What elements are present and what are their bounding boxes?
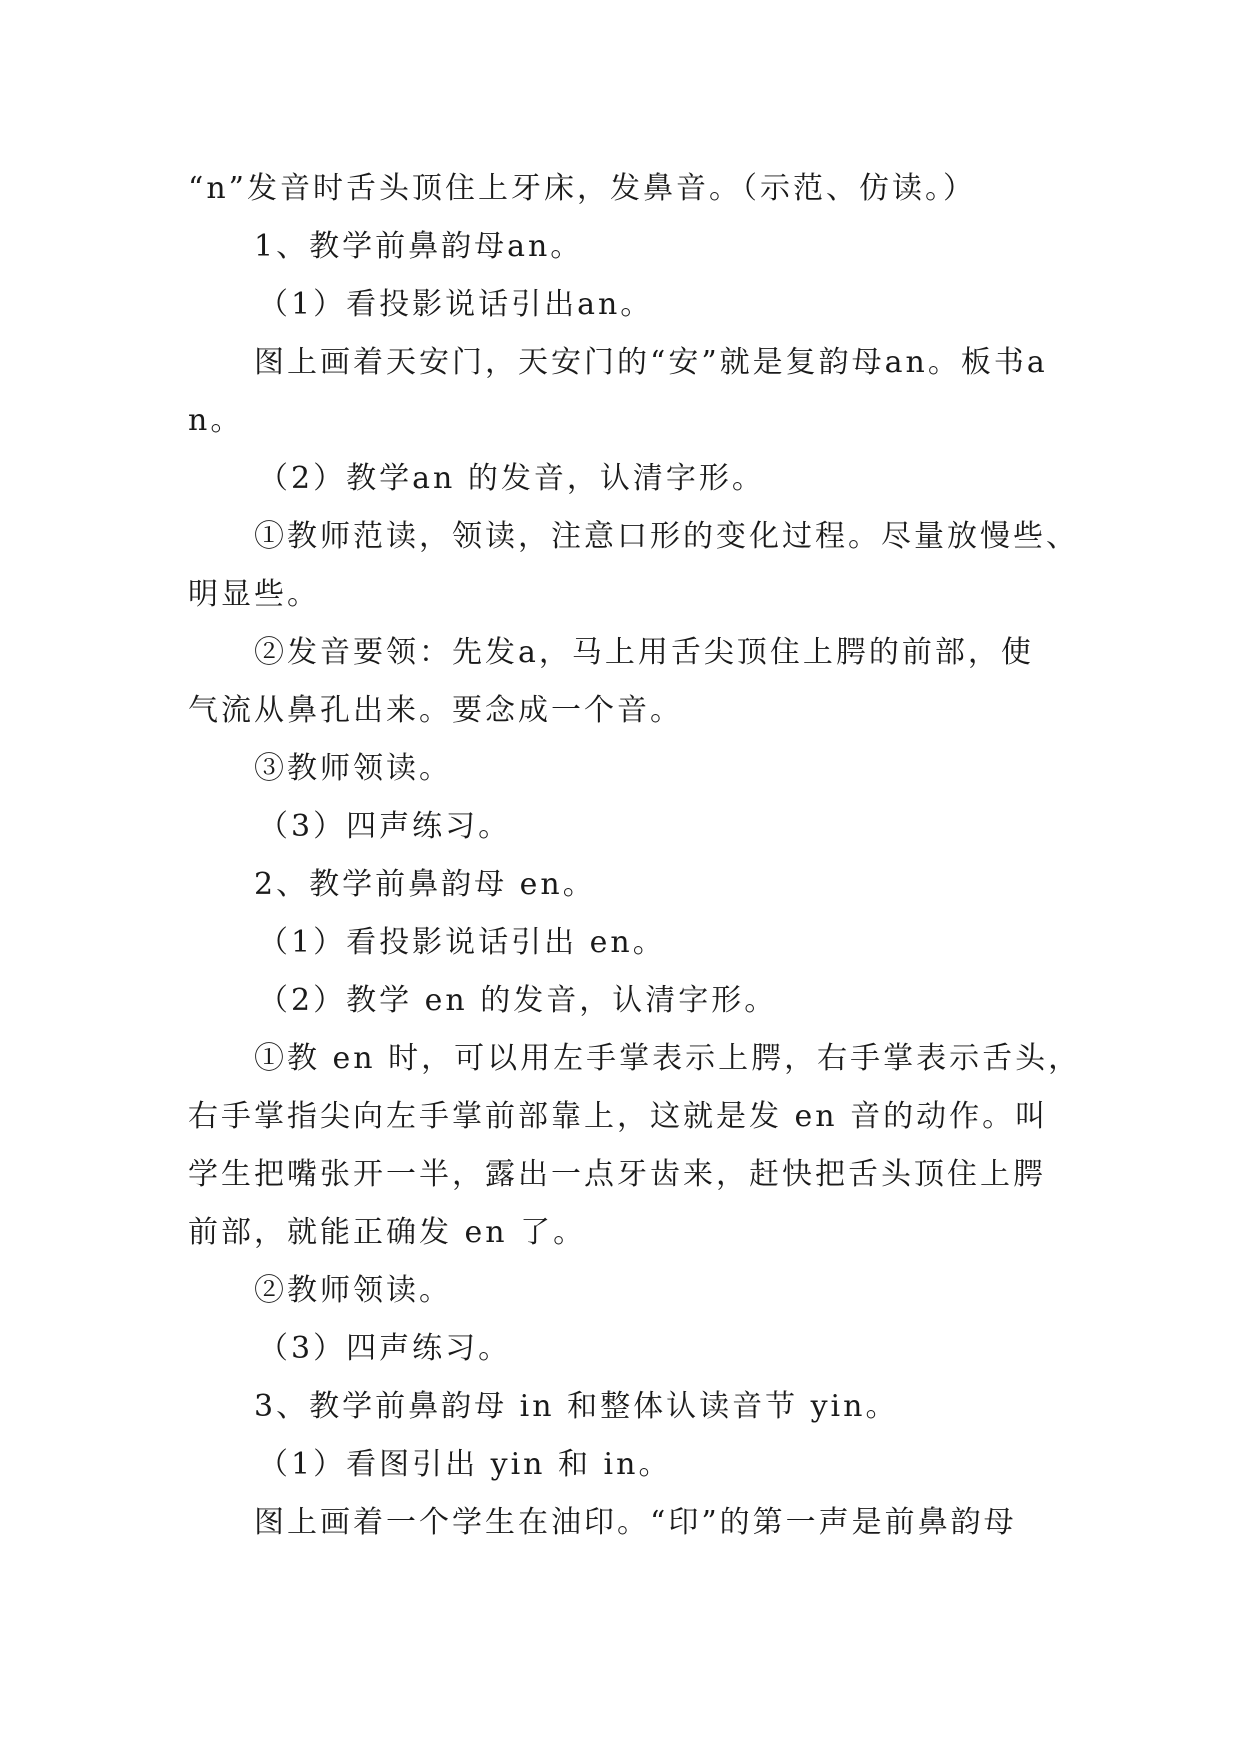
text-line: ②发音要领：先发a，马上用舌尖顶住上腭的前部，使	[254, 635, 1034, 670]
text-line: ①教师范读，领读，注意口形的变化过程。尽量放慢些、	[254, 519, 1079, 554]
text-line: （2）教学 en 的发音，认清字形。	[258, 983, 778, 1018]
text-line: ③教师领读。	[254, 751, 452, 786]
text-line: “n”发音时舌头顶住上牙床，发鼻音。（示范、仿读。）	[188, 171, 976, 206]
text-line: 3、教学前鼻韵母 in 和整体认读音节 yin。	[254, 1389, 899, 1424]
text-line: 学生把嘴张开一半，露出一点牙齿来，赶快把舌头顶住上腭	[188, 1157, 1046, 1192]
text-line: 前部，就能正确发 en 了。	[188, 1215, 587, 1250]
text-line: n。	[188, 403, 244, 438]
text-line: 图上画着天安门，天安门的“安”就是复韵母an。板书a	[254, 345, 1048, 380]
text-line: ②教师领读。	[254, 1273, 452, 1308]
text-line: （1）看投影说话引出 en。	[258, 925, 666, 960]
document-body	[188, 160, 1082, 1552]
text-line: （3）四声练习。	[258, 1331, 512, 1366]
text-line: 明显些。	[188, 577, 320, 612]
text-line: 右手掌指尖向左手掌前部靠上，这就是发 en 音的动作。叫	[188, 1099, 1049, 1134]
text-line: （3）四声练习。	[258, 809, 512, 844]
text-line: （1）看投影说话引出an。	[258, 287, 654, 322]
text-line: 图上画着一个学生在油印。“印”的第一声是前鼻韵母	[254, 1505, 1017, 1540]
text-line: （1）看图引出 yin 和 in。	[258, 1447, 672, 1482]
text-line: 气流从鼻孔出来。要念成一个音。	[188, 693, 683, 728]
text-line: （2）教学an 的发音，认清字形。	[258, 461, 765, 496]
text-line: 1、教学前鼻韵母an。	[254, 229, 584, 264]
text-line: ①教 en 时，可以用左手掌表示上腭，右手掌表示舌头，	[254, 1041, 1082, 1076]
text-line: 2、教学前鼻韵母 en。	[254, 867, 596, 902]
